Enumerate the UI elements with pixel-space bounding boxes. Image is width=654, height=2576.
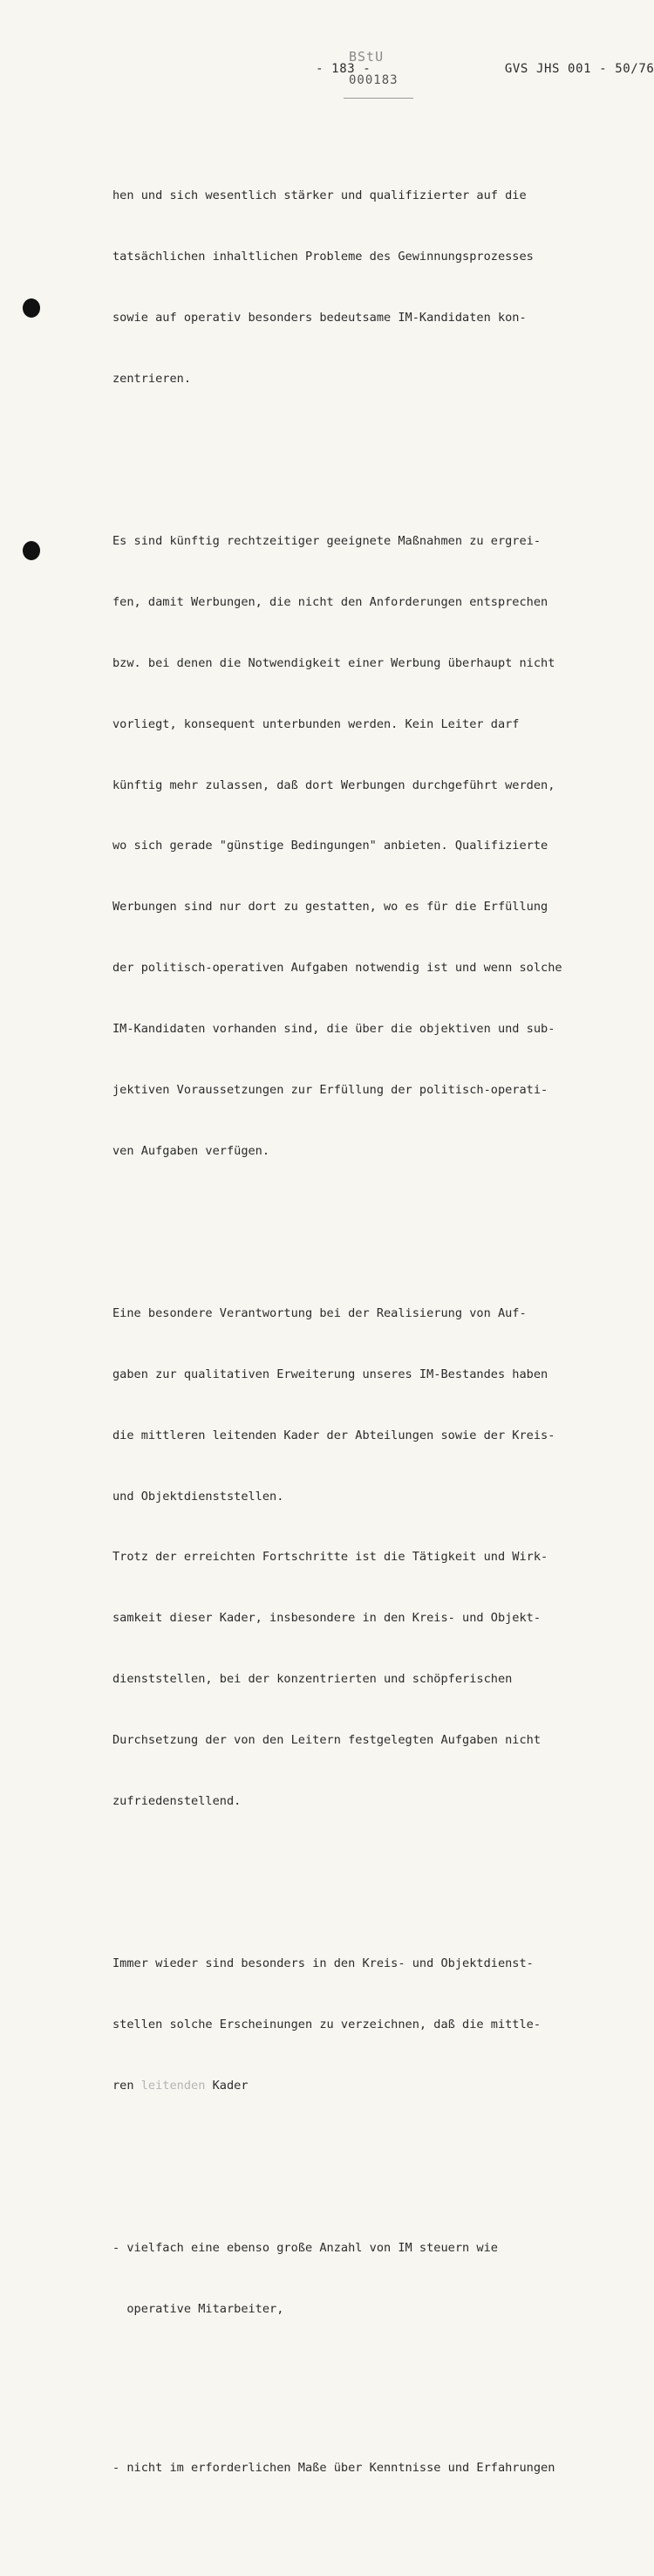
text-line: fen, damit Werbungen, die nicht den Anforderungen entsprechen xyxy=(112,594,548,609)
text-line: bzw. bei denen die Notwendigkeit einer Werbung überhaupt nicht xyxy=(112,655,555,670)
paragraph-1 xyxy=(112,146,601,430)
text-line: zentrieren. xyxy=(112,371,192,386)
bullet-item-2 xyxy=(112,2417,601,2518)
text-line: - nicht im erforderlichen Maße über Kenntnisse und Erfahrungen xyxy=(112,2460,555,2475)
text-line: wo sich gerade "günstige Bedingungen" anbieten. Qualifizierte xyxy=(112,839,548,853)
faded-text: leitenden xyxy=(140,2078,206,2093)
text-line: Immer wieder sind besonders in den Kreis- und Objektdienst- xyxy=(112,1956,534,1971)
text-line: operative Mitarbeiter, xyxy=(112,2301,284,2316)
text-line: vorliegt, konsequent unterbunden werden. Kein Leiter darf xyxy=(112,716,520,731)
text-line xyxy=(112,2076,601,2096)
text-line: Durchsetzung der von den Leitern festgelegten Aufgaben nicht xyxy=(112,1733,542,1748)
text-line: jektiven Voraussetzungen zur Erfüllung der politisch-operati- xyxy=(112,1082,548,1097)
paragraph-3 xyxy=(112,1263,601,1853)
text-line: tatsächlichen inhaltlichen Probleme des Gewinnungsprozesses xyxy=(112,250,534,264)
text-line: gaben zur qualitativen Erweiterung unseres IM-Bestandes haben xyxy=(112,1367,548,1381)
text-line: stellen solche Erscheinungen zu verzeichnen, daß die mittle- xyxy=(112,2018,542,2032)
text-line: IM-Kandidaten vorhanden sind, die über die objektiven und sub- xyxy=(112,1022,555,1037)
bullet-item-1 xyxy=(112,2197,601,2360)
punch-hole xyxy=(23,541,40,560)
punch-hole xyxy=(23,298,40,318)
text-line: künftig mehr zulassen, daß dort Werbungen durchgeführt werden, xyxy=(112,778,555,792)
text-line: - vielfach eine ebenso große Anzahl von IM steuern wie xyxy=(112,2240,498,2255)
text-line: samkeit dieser Kader, insbesondere in den Kreis- und Objekt- xyxy=(112,1611,542,1626)
text-line: sowie auf operativ besonders bedeutsame IM-Kandidaten kon- xyxy=(112,310,527,325)
archive-stamp-number: 000183 xyxy=(349,73,399,87)
paragraph-2 xyxy=(112,490,601,1202)
text-line: Trotz der erreichten Fortschritte ist die Tätigkeit und Wirk- xyxy=(112,1550,548,1565)
text-line: hen und sich wesentlich stärker und qualifizierter auf die xyxy=(112,188,527,203)
document-reference: GVS JHS 001 - 50/76 xyxy=(504,62,654,76)
page-number: - 183 - xyxy=(316,62,371,76)
page-header xyxy=(284,48,654,90)
text-line: Werbungen sind nur dort zu gestatten, wo es für die Erfüllung xyxy=(112,900,548,915)
text-line: Es sind künftig rechtzeitiger geeignete Maßnahmen zu ergrei- xyxy=(112,533,542,548)
paragraph-4 xyxy=(112,1914,601,2137)
text-line: die mittleren leitenden Kader der Abteilungen sowie der Kreis- xyxy=(112,1428,555,1442)
text-segment: ren xyxy=(112,2078,141,2093)
text-line: ven Aufgaben verfügen. xyxy=(112,1143,270,1158)
archive-stamp: BStU xyxy=(349,49,385,65)
text-segment: Kader xyxy=(205,2078,249,2093)
text-line: und Objektdienststellen. xyxy=(112,1489,284,1504)
text-line: Eine besondere Verantwortung bei der Realisierung von Auf- xyxy=(112,1305,527,1320)
body-text xyxy=(112,105,601,2576)
text-line: zufriedenstellend. xyxy=(112,1794,242,1809)
text-line: dienststellen, bei der konzentrierten und schöpferischen xyxy=(112,1672,513,1687)
text-line: der politisch-operativen Aufgaben notwendig ist und wenn solche xyxy=(112,961,562,976)
stamp-underline xyxy=(344,98,413,99)
